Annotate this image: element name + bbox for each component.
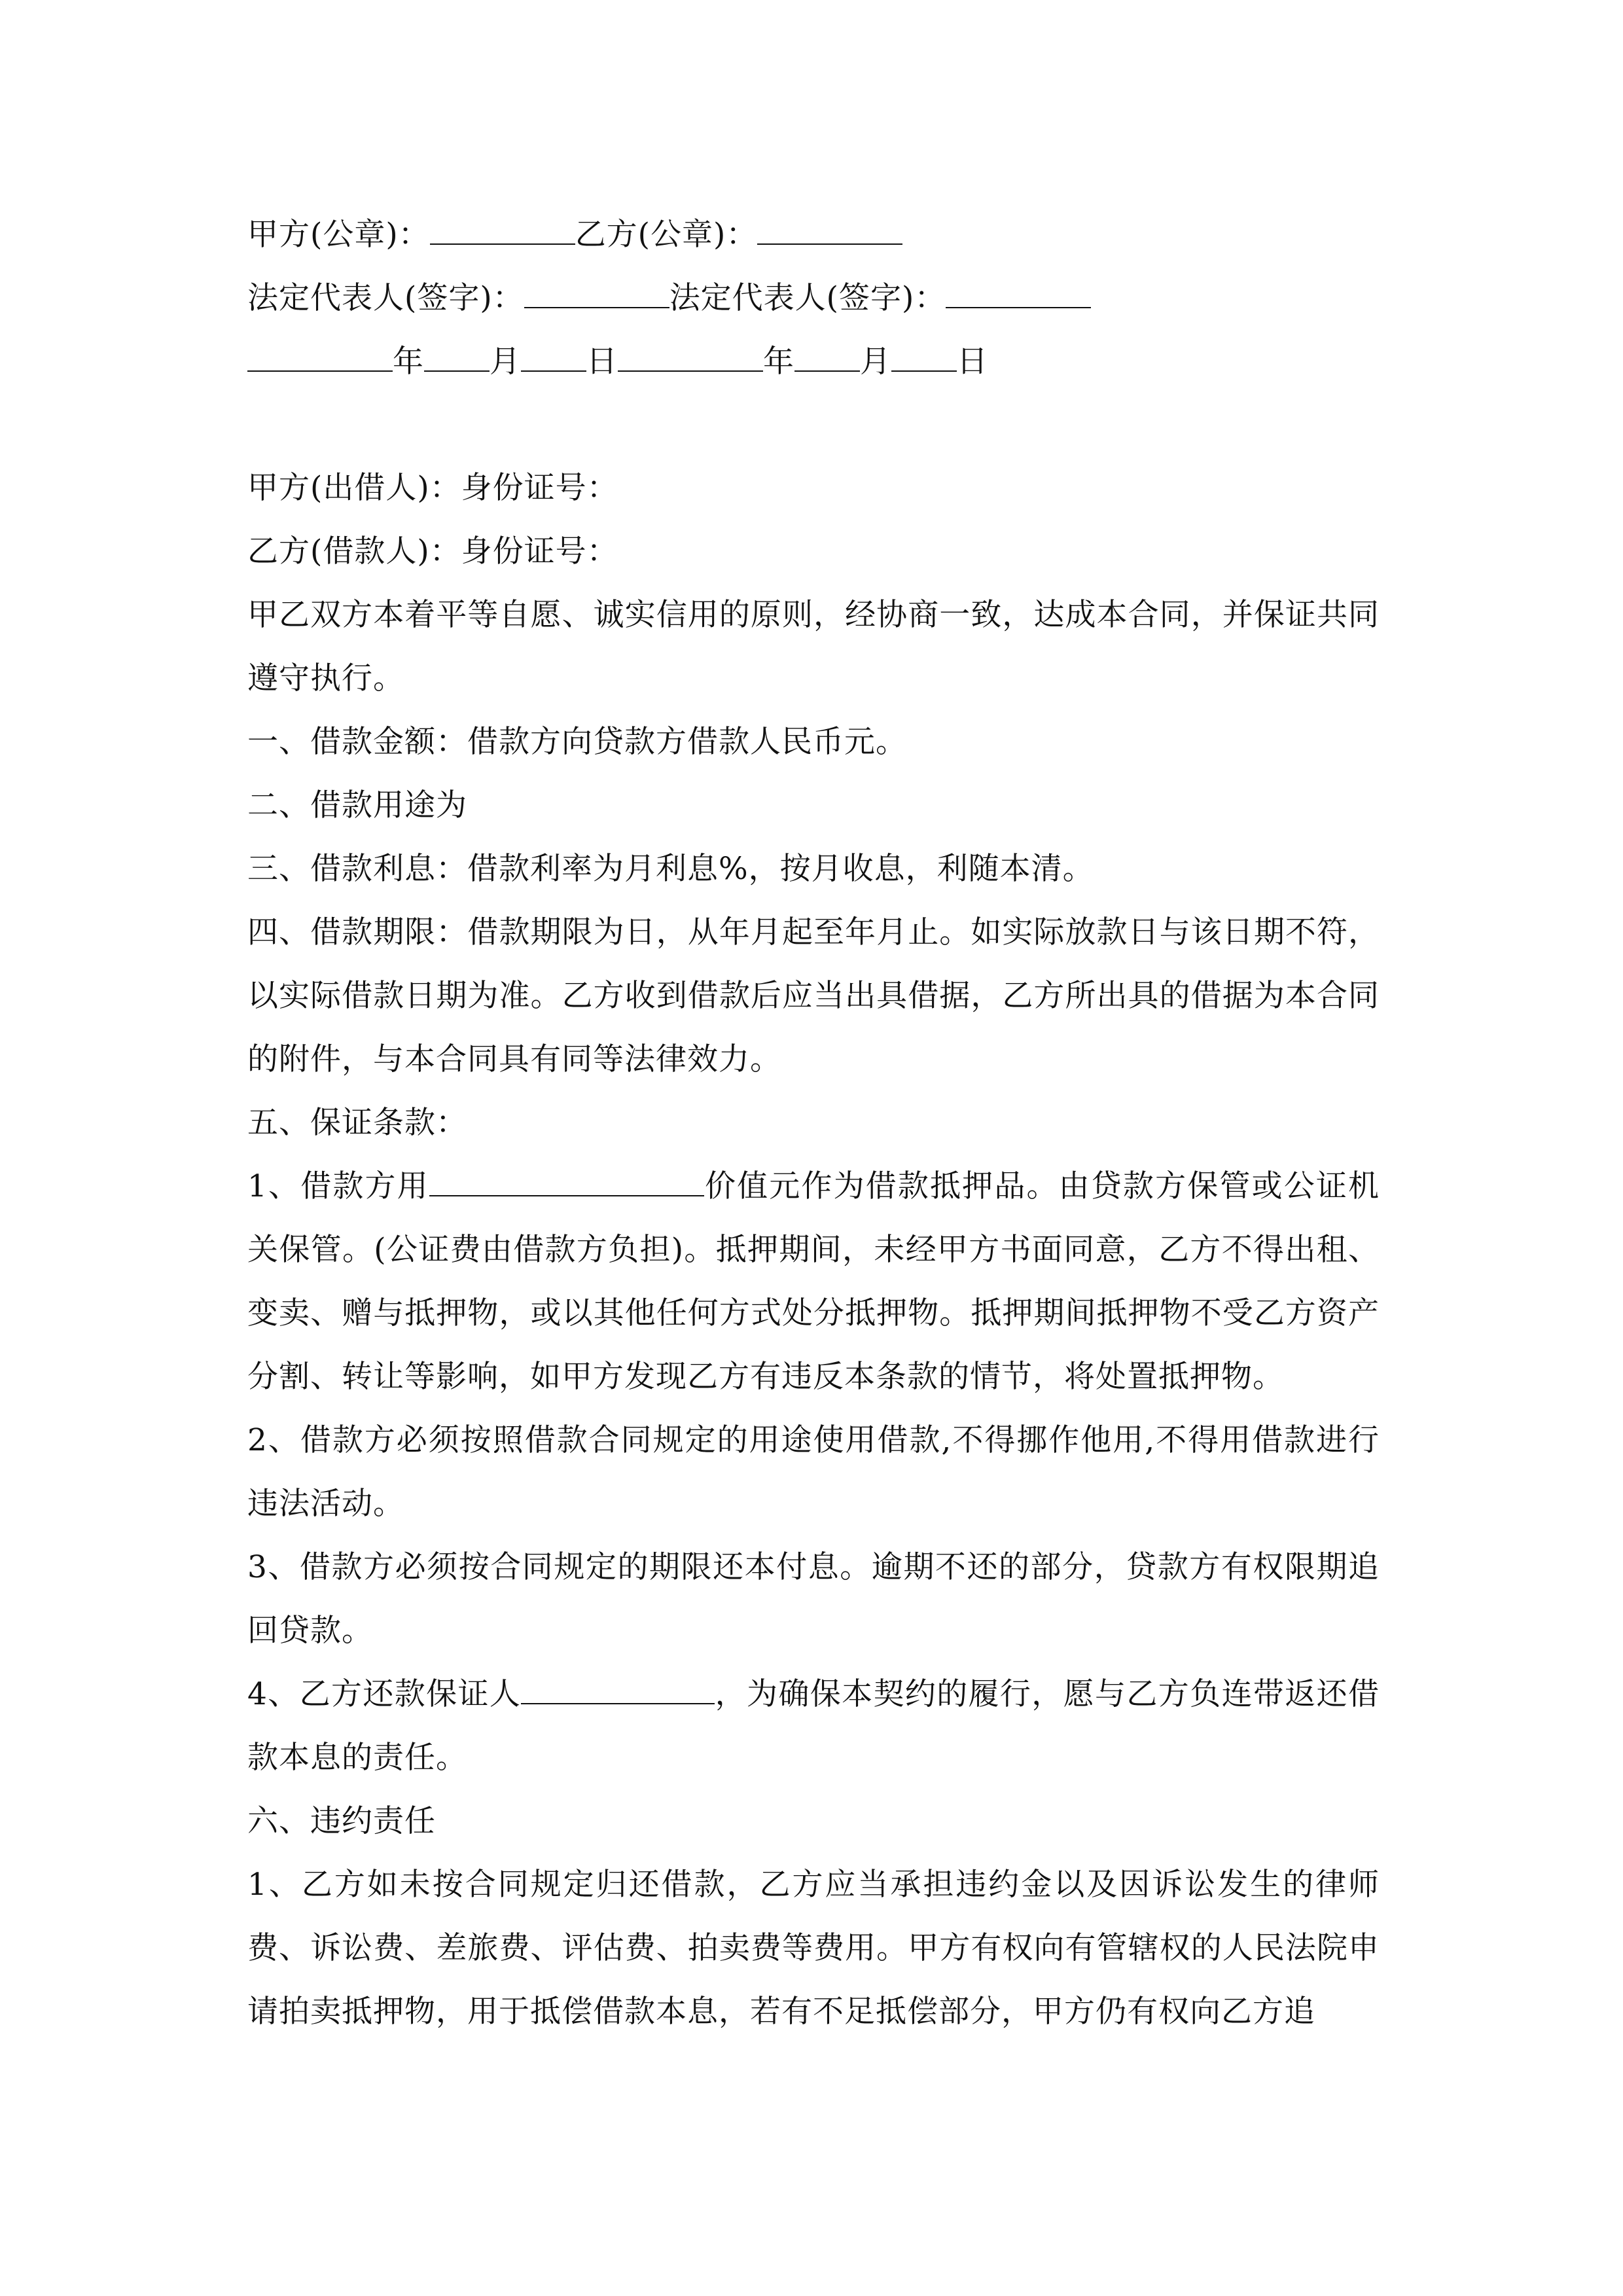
year-label: 年 — [763, 344, 794, 380]
seal-line — [247, 203, 1380, 266]
rep-a-blank — [524, 273, 669, 308]
clause-term: 四、借款期限：借款期限为日，从年月起至年月止。如实际放款日与该日期不符，以实际借款日期为准。乙方收到借款后应当出具借据，乙方所出具的借据为本合同的附件，与本合同具有同等法律效力。 — [247, 914, 1380, 1077]
date-b-day-blank — [891, 336, 957, 372]
collateral-pre: 1、借款方用 — [247, 1168, 429, 1204]
guarantor-post: ，为确保本契约的履行，愿与乙方负连带返还借款本息的责任。 — [247, 1676, 1380, 1776]
date-line — [247, 330, 1380, 393]
party-b-seal-label: 乙方(公章)： — [575, 217, 758, 253]
contract-page — [247, 203, 1380, 2043]
month-label: 月 — [860, 344, 891, 380]
date-b-month-blank — [794, 336, 860, 372]
month-label: 月 — [490, 344, 521, 380]
clause-breach-title: 六、违约责任 — [247, 1803, 436, 1839]
clause-amount: 一、借款金额：借款方向贷款方借款人民币元。 — [247, 724, 907, 760]
clause-interest: 三、借款利息：借款利率为月利息%，按月收息，利随本清。 — [247, 851, 1094, 887]
rep-b-label: 法定代表人(签字)： — [669, 280, 946, 316]
clause-guarantee-4 — [247, 1662, 1380, 1789]
party-a-seal-blank — [430, 209, 575, 245]
day-label: 日 — [586, 344, 618, 380]
party-a-seal-label: 甲方(公章)： — [247, 217, 430, 253]
preamble: 甲乙双方本着平等自愿、诚实信用的原则，经协商一致，达成本合同，并保证共同遵守执行。 — [247, 597, 1380, 696]
guarantor-pre: 4、乙方还款保证人 — [247, 1676, 522, 1712]
date-b-year-blank — [618, 336, 763, 372]
rep-b-blank — [946, 273, 1091, 308]
collateral-post: 价值元作为借款抵押品。由贷款方保管或公证机关保管。(公证费由借款方负担)。抵押期间，未经甲方书面同意，乙方不得出租、变卖、赠与抵押物，或以其他任何方式处分抵押物。抵押期间抵押物不受乙方资产分割、转让等影响，如甲方发现乙方有违反本条款的情节，将处置抵押物。 — [247, 1168, 1380, 1395]
guarantor-blank — [521, 1669, 715, 1704]
date-a-year-blank — [247, 336, 393, 372]
lender-line: 甲方(出借人)：身份证号： — [247, 470, 618, 506]
date-a-month-blank — [424, 336, 490, 372]
clause-purpose: 二、借款用途为 — [247, 787, 467, 823]
clause-guarantee-2: 2、借款方必须按照借款合同规定的用途使用借款,不得挪作他用,不得用借款进行违法活动。 — [247, 1422, 1380, 1522]
clause-guarantee-3: 3、借款方必须按合同规定的期限还本付息。逾期不还的部分，贷款方有权限期追回贷款。 — [247, 1549, 1380, 1649]
clause-guarantee-1 — [247, 1155, 1380, 1408]
section-gap — [247, 393, 1380, 456]
rep-a-label: 法定代表人(签字)： — [247, 280, 524, 316]
party-b-seal-blank — [757, 209, 902, 245]
borrower-line: 乙方(借款人)：身份证号： — [247, 533, 618, 569]
year-label: 年 — [393, 344, 424, 380]
clause-guarantee-title: 五、保证条款： — [247, 1105, 467, 1141]
collateral-blank — [429, 1161, 704, 1196]
day-label: 日 — [957, 344, 988, 380]
representative-line — [247, 266, 1380, 330]
clause-breach-1: 1、乙方如未按合同规定归还借款，乙方应当承担违约金以及因诉讼发生的律师费、诉讼费、差旅费、评估费、拍卖费等费用。甲方有权向有管辖权的人民法院申请拍卖抵押物，用于抵偿借款本息，若有不足抵偿部分，甲方仍有权向乙方追 — [247, 1867, 1380, 2030]
date-a-day-blank — [521, 336, 586, 372]
